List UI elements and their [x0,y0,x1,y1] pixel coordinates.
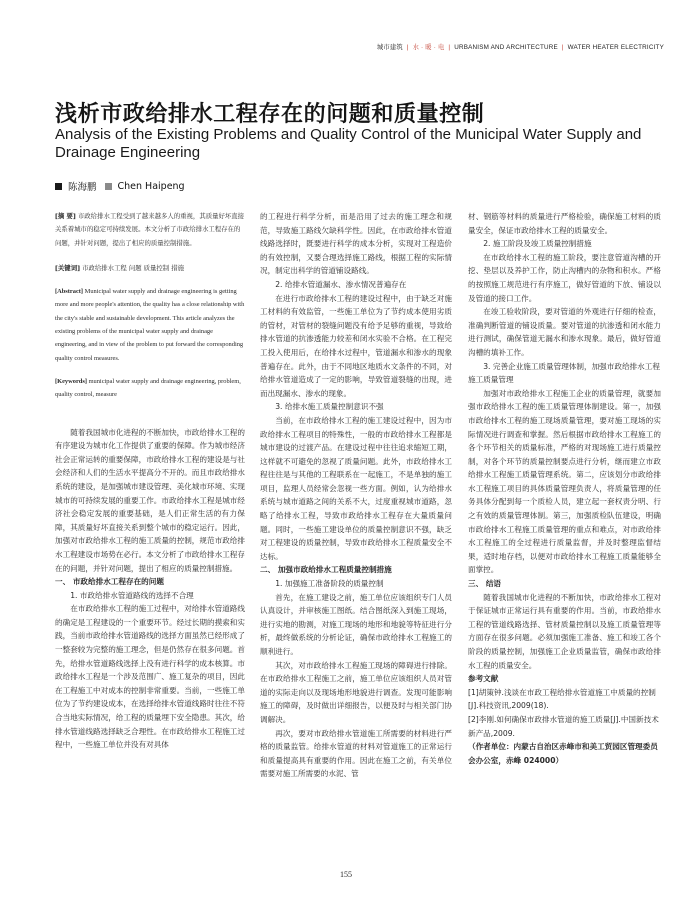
abstract-text: 市政给排水工程受到了越来越多人的重视，其质量好坏直接关系着城市的稳定可持续发展。本文分析了市政给排水工程存在的问题，并针对问题，提出了相应的质量控制措施。 [55,212,245,247]
journal-header [377,42,664,51]
section-heading: 二、 加强市政给排水工程质量控制措施 [260,565,392,575]
subsection-heading: 2. 施工阶段及竣工质量控制措施 [483,239,592,249]
abstract-en-text: Municipal water supply and drainage engineering is getting more and more people's attention, the quality has a close relationship with the city's stable and sustainable development. This article analyzes the existing problems of the municipal water supply and drainage engineering, and in view of the problem to put forward the corresponding quality control measures. [55,288,245,362]
keywords-label: [关键词] [55,263,81,272]
journal-section-en: WATER HEATER ELECTRICITY [567,44,664,51]
author-line [55,179,185,193]
subsection-heading: 1. 市政给排水管道路线的选择不合理 [70,590,194,600]
square-bullet-icon [55,183,62,190]
column-2 [260,210,452,781]
subsection-heading: 1. 加强施工准备阶段的质量控制 [275,579,384,589]
body-text [55,426,245,752]
header-separator: | [406,44,409,51]
paragraph: 在市政给排水工程的施工阶段，要注意管道沟槽的开挖、垫层以及养护工作，防止沟槽内的杂物和积水。严格的按照施工规范进行有序施工，做好管道的下放、铺设以及管道的接口工作。 [468,252,661,303]
keywords-en-text: municipal water supply and drainage engineering, problem, quality control, measure [55,377,241,399]
subsection-heading: 2. 给排水管道漏水、渗水情况普遍存在 [275,279,407,289]
header-separator: | [561,44,564,51]
author-en: Chen Haipeng [117,180,185,192]
article-title-cn: 浅析市政给排水工程存在的问题和质量控制 [55,102,485,127]
paragraph: 随着我国城市化进程的不断加快，市政给排水工程对于保证城市正常运行具有重要的作用。当前，市政给排水工程的管道线路选择、管材质量控制以及施工质量管理等方面存在很多问题。必须加强施工准备、施工和竣工各个阶段的质量控制，加强施工企业质量监管，确保市政给排水工程的质量安全。 [468,592,661,670]
author-affiliation: （作者单位：内蒙古自治区赤峰市和美工贸园区管理委员会办公室，赤峰 024000） [468,742,658,765]
page-number: 155 [340,870,352,879]
paragraph: 首先，在施工建设之前，施工单位应该组织专门人员认真设计，并审核施工图纸。结合图纸深入到施工现场，进行实地的勘测，对施工现场的地形和地貌等特征进行分析，最终做系统的分析论证，确保市政给排水工程施工的顺利进行。 [260,592,452,656]
references-heading: 参考文献 [468,674,499,684]
keywords-text: 市政给排水工程 问题 质量控制 措施 [82,263,185,272]
paragraph: 加强对市政给排水工程施工企业的质量管理，就要加强市政给排水工程的施工质量管理体制建设。第一，加强市政给排水工程的施工现场质量管理，要对施工现场的实际情况进行调查和掌握。然后根据市政给排水工程施工的各个环节相关的质量标准，严格的对现场施工进行质量控制，对各个环节的质量控制要点进行分析，继而建立市政给排水工程施工质量管理系统。第二，应该划分市政给排水工程施工项目的具体质量管理负责人，将质量管理的任务具体分配到每一个质检人员，建立起一套权责分明、行之有效的质量管理体制。第三，加强质检队伍建设，明确市政给排水工程施工质量管理的重点和难点，对市政给排水工程施工的全过程进行质量监督，并及时整理监督结果，适时地存档，以便对市政给排水工程施工质量能够全面掌控。 [468,388,661,575]
reference-item: [1]胡策钟.浅谈在市政工程给排水管道施工中质量的控制[J].科技资讯,2009(18). [468,687,656,711]
article-title-en: Analysis of the Existing Problems and Quality Control of the Municipal Water Supply and Drainage Engineering [55,126,642,161]
reference-item: [2]李刚.如何确保市政排水管道的施工质量[J].中国新技术新产品,2009. [468,714,659,738]
paragraph: 其次，对市政给排水工程施工现场的障碍进行排除。在市政给排水工程施工之前，施工单位应该组织人员对管道的实际走向以及现场地形地貌进行调查。发现可能影响施工的障碍，及时做出详细报告，以便及时与相关部门协调解决。 [260,660,452,724]
paragraph: 在进行市政给排水工程的建设过程中，由于缺乏对施工材料的有效监管，一些施工单位为了节约成本使用劣质的管材，对管材的裂缝问题没有给予足够的重视，导致给排水管道的抗渗透能力较差和闭水实验不合格。在工程完工投入使用后，在给排水过程中，管道漏水和渗水的现象普遍存在。此外，由于不同地区地质水文条件的不同，对给排水管道造成了一定的影响，导致管道裂缝的出现，进而出现漏水、渗水的现象。 [260,293,452,398]
paragraph: 的工程进行科学分析，而是沿用了过去的施工理念和规范，导致施工路线欠缺科学性。因此，在市政给排水管道线路选择时，既要进行科学的成本分析，实现对工程造价的有效控制，又要合理选择施工路线，根据工程的实际情况，制定出科学的管道铺设路线。 [260,212,452,276]
column-1 [55,210,245,752]
paragraph: 再次，要对市政给排水管道施工所需要的材料进行严格的质量监管。给排水管道的材料对管道施工的正常运行和质量提高具有重要的作用。因此在施工之前，有关单位需要对施工所需要的水泥、管 [260,728,452,779]
paragraph: 随着我国城市化进程的不断加快，市政给排水工程的有序建设为城市化工作提供了重要的保障。作为城市经济社会正常运转的重要保障，市政给排水工程的建设是与社会经济和人们的生活水平提高分不开的。而且市政给排水系统的建设，是加强城市建设管理、美化城市环境、实现城市的可持续发展的重要工作。市政给排水工程是城市经济社会稳定发展的重要基础，是人们正常生活的有力保障，其质量好坏直接关系到整个城市的稳定运行。因此，加强对市政给排水工程的施工质量的控制，规范市政给排水工程建设市场势在必行。本文分析了市政给排水工程存在的问题，并针对问题，提出了相应的质量控制措施。 [55,427,245,573]
header-separator: | [448,44,451,51]
paragraph: 当前，在市政给排水工程的施工建设过程中，因为市政给排水工程项目的特殊性，一般的市政给排水工程都是城市建设的过渡产品。在建设过程中往往追求缩短工期，这样就不可避免的忽视了质量问题。此外，市政给排水工程往往是与其他的工程联系在一起施工，不是单独的施工项目，监理人员经常会忽视一些方面。例如，认为给排水系统与城市道路之间的关系不大，过度重视城市道路，忽略了给排水工程，导致市政给排水工程存在大量质量问题。同时，一些施工建设单位的质量控制意识不强，缺乏对工程建设的质量控制，导致市政给排水工程质量安全不达标。 [260,415,452,561]
journal-section: 水 · 暖 · 电 [412,44,445,51]
keywords-cn [55,262,245,275]
subsection-heading: 3. 完善企业施工质量管理体制，加强市政给排水工程施工质量管理 [468,361,660,385]
paragraph: 在市政给排水工程的施工过程中，对给排水管道路线的确定是工程建设的一个重要环节。经过长期的摸索和实践，当前市政给排水管道路线的选择方面虽然已经形成了一整套较为完整的施工理念，但是仍然存在很多问题。首先，给排水管道路线选择上没有进行科学的成本核算。市政给排水工程是一个涉及范围广、施工复杂的项目，因此在工程施工中对成本的控制非常重要。当前，一些施工单位为了节约建设成本，在选择给排水管道线路时往往不符合当地实际情况，给工程的质量埋下安全隐患。其次，给排水管道线路选择缺乏合理性。在市政给排水工程施工过程中，一些施工单位并没有对具体 [55,604,245,750]
journal-name-en: URBANISM AND ARCHITECTURE [454,44,558,51]
square-bullet-icon [105,183,112,190]
author-cn: 陈海鹏 [68,182,97,193]
paragraph: 在竣工验收阶段，要对管道的外观进行仔细的检查，准确判断管道的铺设质量。要对管道的抗渗透和闭水能力进行测试，确保管道无漏水和渗水现象。最后，做好管道沟槽的填补工作。 [468,307,661,357]
abstract-label: [摘 要] [55,212,76,220]
journal-name-cn: 城市建筑 [376,44,403,51]
section-heading: 一、 市政给排水工程存在的问题 [55,577,164,587]
keywords-en-label: [Keywords] [55,377,87,385]
abstract-en-label: [Abstract] [55,288,84,296]
abstract-en [55,285,245,365]
abstract-cn [55,210,245,250]
column-3 [468,210,661,767]
keywords-en [55,375,245,402]
section-heading: 三、 结语 [468,579,502,589]
paragraph: 材、钢筋等材料的质量进行严格检验，确保施工材料的质量安全，保证市政给排水工程的质量安全。 [468,212,661,235]
subsection-heading: 3. 给排水施工质量控制意识不强 [275,402,384,412]
